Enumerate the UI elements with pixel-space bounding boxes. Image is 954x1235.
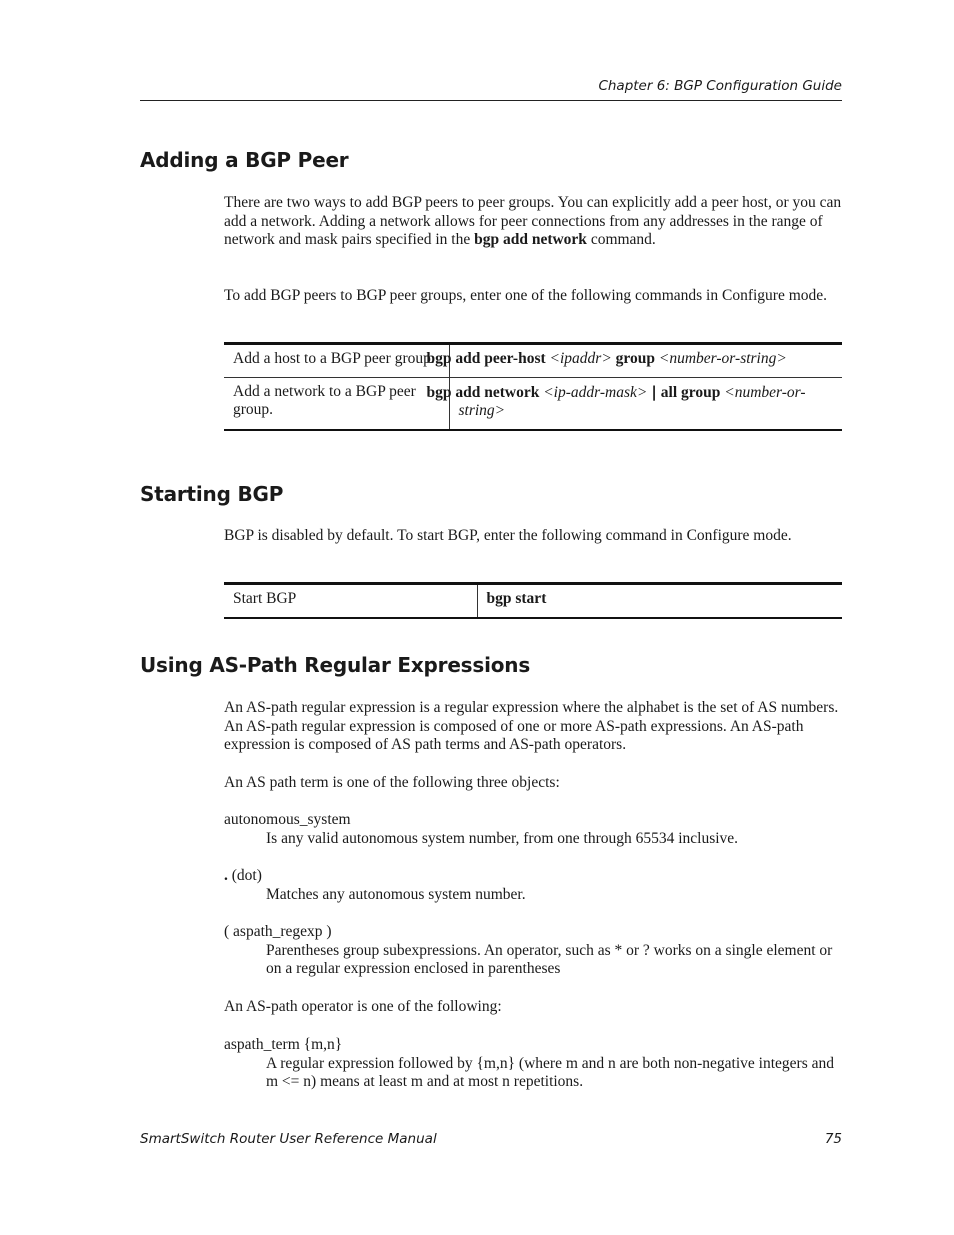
command-table-add-peer [224,342,842,431]
paragraph-adding-intro [224,194,842,250]
paragraph-aspath-term-intro: An AS path term is one of the following three objects: [224,774,560,791]
paragraph-starting-intro: BGP is disabled by default. To start BGP, enter the following command in Configure mode. [224,527,792,544]
command-argument: <ip-addr-mask> [543,383,648,401]
header-rule [140,100,842,101]
term-description: Matches any autonomous system number. [266,885,526,903]
operator-name: aspath_term {m,n} [224,1036,343,1053]
table-row [224,377,842,430]
table-cell-description: Add a network to a BGP peer group. [224,377,449,430]
command-keyword: bgp add network [426,383,540,401]
table-row [224,344,842,378]
command-keyword: bgp start [486,590,547,607]
section-title-aspath-regex: Using AS-Path Regular Expressions [140,653,531,677]
running-header: Chapter 6: BGP Configuration Guide [598,78,842,94]
term-symbol: . [224,867,228,884]
command-table-start-bgp [224,582,842,619]
table-cell-description: Start BGP [224,584,477,618]
paragraph-text: command. [586,231,656,249]
term-dot [224,867,842,904]
term-autonomous-system [224,811,842,848]
operator-description: A regular expression followed by {m,n} (where m and n are both non-negative integers and m <= n) means at least m and at most n repetitions. [266,1054,834,1091]
paragraph-adding-instruction: To add BGP peers to BGP peer groups, enter one of the following commands in Configure mode. [224,287,828,304]
operator-aspath-term-mn [224,1036,842,1092]
footer-page-number: 75 [824,1131,842,1147]
paragraph-text: There are two ways to add BGP peers to peer groups. You can explicitly add a peer host, or you can add a network. Adding a network allows for peer connections from any addresses in the range of network and mask pairs specified in the [224,194,842,249]
term-name: autonomous_system [224,811,351,828]
term-description: Parentheses group subexpressions. An operator, such as * or ? works on a single element or on a regular expression enclosed in parentheses [266,941,833,978]
command-argument: <ipaddr> [549,350,612,367]
command-separator: | [651,382,657,401]
table-cell-command [426,377,842,430]
command-bgp-add-network: bgp add network [474,231,587,249]
table-cell-description: Add a host to a BGP peer group. [224,344,449,378]
term-aspath-regexp [224,923,842,979]
table-row [224,584,842,618]
section-title-starting-bgp: Starting BGP [140,482,284,506]
term-name: ( aspath_regexp ) [224,923,332,940]
footer-manual-title: SmartSwitch Router User Reference Manual [140,1131,437,1147]
paragraph-aspath-intro: An AS-path regular expression is a regular expression where the alphabet is the set of AS numbers. An AS-path regular expression is composed of one or more AS-path expressions. An AS-path expression is composed of AS path terms and AS-path operators. [224,699,839,754]
table-cell-command [426,344,842,378]
command-keyword: group [615,350,656,367]
section-title-adding-bgp-peer: Adding a BGP Peer [140,148,349,172]
command-argument: <number-or-string> [658,350,787,367]
term-description: Is any valid autonomous system number, from one through 65534 inclusive. [266,829,739,847]
command-keyword: all group [660,383,721,401]
command-keyword: bgp add peer-host [426,350,546,367]
table-cell-command [477,584,842,618]
paragraph-aspath-operator-intro: An AS-path operator is one of the following: [224,998,502,1015]
command-argument: <number-or-string> [458,383,806,420]
term-name: (dot) [227,867,262,884]
